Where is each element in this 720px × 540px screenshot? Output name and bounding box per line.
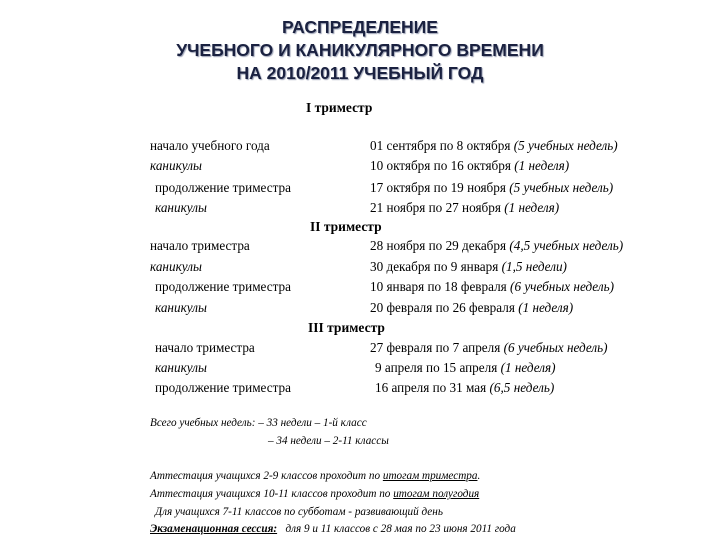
row-dates: 10 октября по 16 октября (1 неделя) <box>370 158 570 173</box>
row-label: каникулы <box>150 158 202 173</box>
row-dates: 27 февраля по 7 апреля (6 учебных недель) <box>370 340 608 355</box>
row-label: каникулы <box>155 300 207 315</box>
schedule-row <box>0 279 720 300</box>
title-line-3: НА 2010/2011 УЧЕБНЫЙ ГОД <box>236 63 484 83</box>
schedule-row <box>0 380 720 401</box>
schedule-row <box>0 138 720 159</box>
trimester-2-heading: II триместр <box>310 219 382 234</box>
row-dates: 9 апреля по 15 апреля (1 неделя) <box>375 360 556 375</box>
schedule-row <box>0 259 720 280</box>
row-dates: 16 апреля по 31 мая (6,5 недель) <box>375 380 555 395</box>
total-weeks-line-2: – 34 недели – 2-11 классы <box>268 435 389 447</box>
row-dates: 20 февраля по 26 февраля (1 неделя) <box>370 300 574 315</box>
trimester-3-heading: III триместр <box>308 320 385 335</box>
saturday-note: Для учащихся 7-11 классов по субботам - развивающий день <box>155 506 443 518</box>
row-label: каникулы <box>155 200 207 215</box>
row-label: начало триместра <box>150 238 250 253</box>
row-label: продолжение триместра <box>155 380 291 395</box>
attestation-link-half-year: итогам полугодия <box>393 488 480 500</box>
row-dates: 30 декабря по 9 января (1,5 недели) <box>370 259 567 274</box>
row-label: начало учебного года <box>150 138 270 153</box>
exam-session-label: Экзаменационная сессия: <box>150 523 278 535</box>
row-dates: 01 сентября по 8 октября (5 учебных недель) <box>370 138 618 153</box>
schedule-row <box>0 200 720 221</box>
page-title <box>0 16 720 85</box>
schedule-row <box>0 340 720 361</box>
attestation-note-2: Аттестация учащихся 10-11 классов проходит по итогам полугодия <box>150 488 480 500</box>
title-line-2: УЧЕБНОГО И КАНИКУЛЯРНОГО ВРЕМЕНИ <box>176 40 544 60</box>
title-line-1: РАСПРЕДЕЛЕНИЕ <box>282 17 438 37</box>
row-label: продолжение триместра <box>155 180 291 195</box>
schedule-row <box>0 180 720 201</box>
total-weeks-line-1: Всего учебных недель: – 33 недели – 1-й класс <box>150 417 367 429</box>
row-dates: 10 января по 18 февраля (6 учебных недель) <box>370 279 614 294</box>
schedule-row <box>0 158 720 179</box>
attestation-note-1: Аттестация учащихся 2-9 классов проходит по итогам триместра. <box>150 470 481 482</box>
schedule-row <box>0 360 720 381</box>
row-label: начало триместра <box>155 340 255 355</box>
row-label: каникулы <box>155 360 207 375</box>
row-label: каникулы <box>150 259 202 274</box>
row-label: продолжение триместра <box>155 279 291 294</box>
row-dates: 21 ноября по 27 ноября (1 неделя) <box>370 200 560 215</box>
row-dates: 17 октября по 19 ноября (5 учебных недель) <box>370 180 614 195</box>
trimester-1-heading: I триместр <box>306 100 373 115</box>
schedule-row <box>0 238 720 259</box>
attestation-link-trimester: итогам триместра <box>382 470 478 482</box>
row-dates: 28 ноября по 29 декабря (4,5 учебных недель) <box>370 238 624 253</box>
schedule-row <box>0 300 720 321</box>
exam-session-note: Экзаменационная сессия: для 9 и 11 классов с 28 мая по 23 июня 2011 года <box>150 523 516 535</box>
